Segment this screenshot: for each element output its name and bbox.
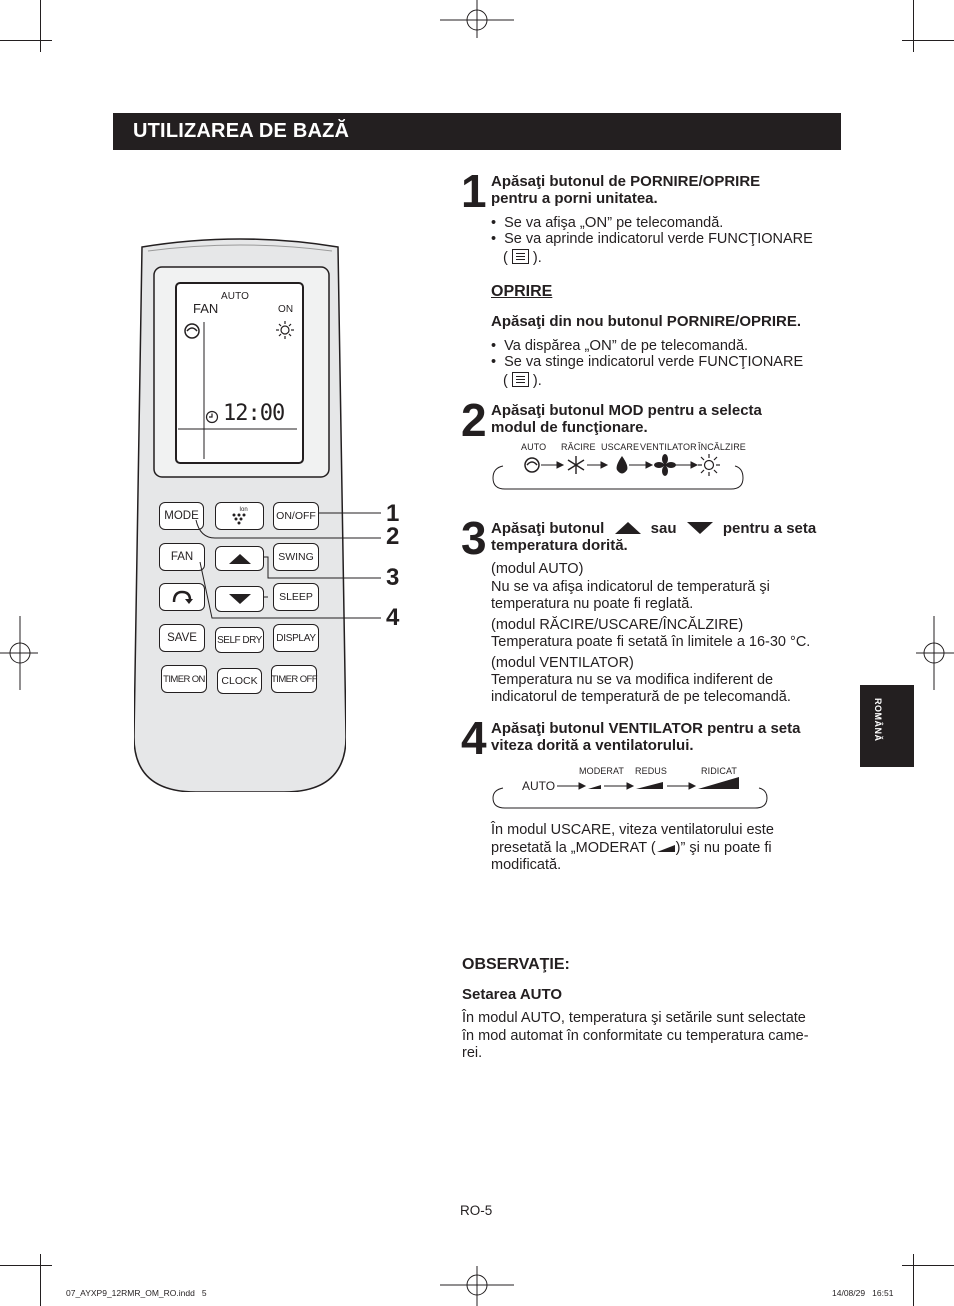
- speed-moderate-icon: [657, 843, 675, 852]
- step-3-number: 3: [461, 512, 487, 564]
- step-3-auto-line1: Nu se va afişa indicatorul de temperatură şi: [491, 579, 770, 595]
- mode-label-incalzire: ÎNCĂLZIRE: [698, 442, 746, 452]
- step-3-cool-label: (modul RĂCIRE/USCARE/ÎNCĂLZIRE): [491, 617, 744, 633]
- observatie-line1: În modul AUTO, temperatura şi setările sunt selectate: [462, 1010, 806, 1026]
- mode-button[interactable]: MODE: [159, 502, 204, 530]
- observatie-line2: în mod automat în conformitate cu temperatura came-: [462, 1028, 809, 1044]
- callout-4: 4: [386, 604, 400, 631]
- step-1-bullet-2-cont: ( ).: [503, 250, 542, 266]
- operation-indicator-icon: [512, 249, 529, 264]
- timer-off-button[interactable]: TIMER OFF: [271, 665, 317, 693]
- sleep-button[interactable]: SLEEP: [273, 583, 319, 611]
- speed-high-icon: [698, 777, 739, 789]
- section-title: UTILIZAREA DE BAZĂ: [133, 120, 350, 142]
- ion-label: Ion: [239, 507, 248, 513]
- step-1-number: 1: [461, 165, 487, 217]
- oprire-bullet-1: • Va dispărea „ON” de pe telecomandă.: [491, 337, 749, 354]
- step-3-auto-label: (modul AUTO): [491, 561, 584, 577]
- speed-label-redus: REDUS: [635, 766, 668, 776]
- step-1-heading-line2: pentru a porni unitatea.: [491, 190, 658, 207]
- timer-on-button[interactable]: TIMER ON: [161, 665, 207, 693]
- step-3-auto-line2: temperatura nu poate fi reglată.: [491, 596, 694, 612]
- callout-3: 3: [386, 564, 400, 591]
- step-4-note-line2: presetată la „MODERAT ( )” şi nu poate fi: [491, 840, 772, 856]
- mode-label-uscare: USCARE: [601, 442, 640, 452]
- oprire-bullet-2: • Se va stinge indicatorul verde FUNCŢIONARE: [491, 354, 804, 370]
- step-3-cool-line1: Temperatura poate fi setată în limitele a 16-30 °C.: [491, 634, 811, 650]
- mode-cycle-diagram: [491, 452, 746, 492]
- speed-medium-icon: [636, 782, 663, 789]
- lcd-clock: 12:00: [223, 401, 285, 426]
- footer-date: 14/08/29 16:51: [832, 1288, 894, 1298]
- fan-icon: [654, 454, 676, 476]
- speed-label-moderat: MODERAT: [579, 766, 625, 776]
- save-button[interactable]: SAVE: [159, 624, 205, 652]
- lcd-fan: FAN: [193, 301, 219, 316]
- callout-1: 1: [386, 500, 400, 527]
- mode-label-auto: AUTO: [521, 442, 547, 452]
- speed-low-icon: [588, 785, 601, 789]
- display-button[interactable]: DISPLAY: [273, 624, 319, 652]
- snowflake-icon: [568, 456, 584, 474]
- step-1-bullet-1: • Se va afişa „ON” pe telecomandă.: [491, 214, 724, 231]
- triangle-down-icon: [687, 522, 713, 534]
- step-4-note-line1: În modul USCARE, viteza ventilatorului este: [491, 822, 774, 838]
- step-3-heading-line1: Apăsaţi butonul sau pentru a seta: [491, 520, 817, 537]
- step-2-heading-line1: Apăsaţi butonul MOD pentru a selecta: [491, 402, 762, 419]
- speed-label-auto: AUTO: [522, 779, 556, 793]
- step-3-heading-line2: temperatura dorită.: [491, 537, 628, 554]
- speed-label-ridicat: RIDICAT: [701, 766, 738, 776]
- observatie-subtitle: Setarea AUTO: [462, 986, 563, 1003]
- clock-button[interactable]: CLOCK: [217, 668, 262, 694]
- step-3-fan-line1: Temperatura nu se va modifica indiferent de: [491, 672, 774, 688]
- mode-label-ventilator: VENTILATOR: [640, 442, 697, 452]
- sun-icon: [698, 454, 720, 476]
- on-off-button[interactable]: ON/OFF: [273, 502, 319, 530]
- oprire-title: OPRIRE: [491, 283, 553, 300]
- step-2-number: 2: [461, 394, 487, 446]
- mode-label-racire: RĂCIRE: [561, 442, 596, 452]
- oprire-bullet-2-cont: ( ).: [503, 373, 542, 389]
- fan-speed-diagram: [491, 774, 771, 812]
- operation-indicator-icon: [512, 372, 529, 387]
- observatie-line3: rei.: [462, 1045, 483, 1061]
- observatie-title: OBSERVAŢIE:: [462, 956, 570, 973]
- step-1-heading-line1: Apăsaţi butonul de PORNIRE/OPRIRE: [491, 173, 761, 190]
- auto-mode-icon: [525, 458, 539, 472]
- self-dry-button[interactable]: SELF DRY: [215, 627, 264, 653]
- triangle-up-icon: [615, 522, 641, 534]
- callout-2: 2: [386, 523, 400, 550]
- drop-icon: [617, 456, 628, 474]
- oprire-heading: Apăsaţi din nou butonul PORNIRE/OPRIRE.: [491, 313, 801, 330]
- step-4-heading-line1: Apăsaţi butonul VENTILATOR pentru a seta: [491, 720, 801, 737]
- step-3-fan-label: (modul VENTILATOR): [491, 655, 634, 671]
- step-3-fan-line2: indicatorul de temperatură de pe telecomandă.: [491, 689, 791, 705]
- page-number: RO-5: [460, 1203, 493, 1218]
- step-4-note-line3: modificată.: [491, 857, 562, 873]
- step-2-heading-line2: modul de funcţionare.: [491, 419, 648, 436]
- language-tab-label: ROMÂNĂ: [873, 698, 883, 742]
- lcd-auto: AUTO: [221, 291, 249, 302]
- step-4-heading-line2: viteza dorită a ventilatorului.: [491, 737, 694, 754]
- fan-button[interactable]: FAN: [159, 543, 205, 571]
- step-1-bullet-2: • Se va aprinde indicatorul verde FUNCŢIONARE: [491, 231, 813, 247]
- step-4-number: 4: [461, 712, 487, 764]
- lcd-on: ON: [278, 304, 294, 315]
- swing-button[interactable]: SWING: [273, 543, 319, 571]
- footer-filename: 07_AYXP9_12RMR_OM_RO.indd 5: [66, 1288, 207, 1298]
